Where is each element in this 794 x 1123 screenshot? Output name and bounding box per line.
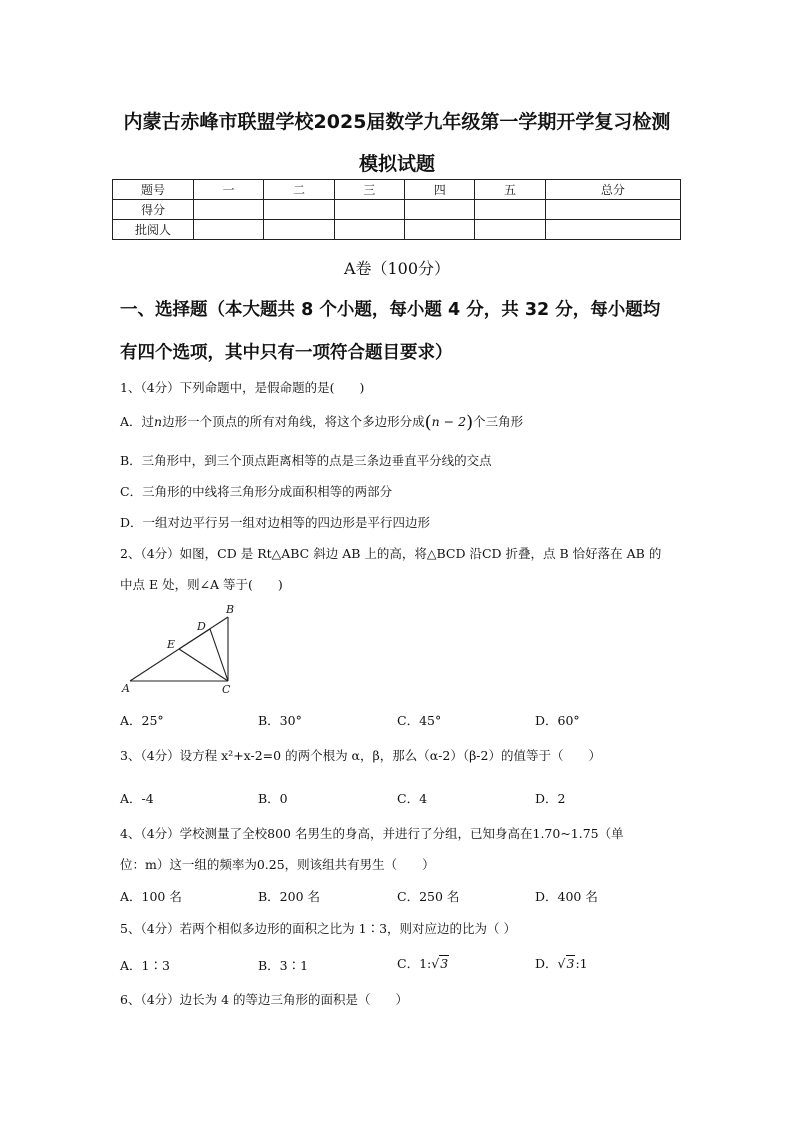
reviewer-cell[interactable] (405, 220, 475, 240)
reviewer-cell[interactable] (475, 220, 545, 240)
q3-option-c[interactable]: C．4 (397, 791, 428, 806)
triangle-figure (118, 600, 248, 696)
exam-title-line1: 内蒙古赤峰市联盟学校2025届数学九年级第一学期开学复习检测 (123, 111, 671, 133)
header-cell: 四 (405, 180, 475, 200)
q1-option-d: D．一组对边平行另一组对边相等的四边形是平行四边形 (120, 515, 431, 530)
q5-d-prefix: D． (535, 956, 558, 971)
score-cell[interactable] (475, 200, 545, 220)
score-row (113, 200, 681, 220)
q1-option-b: B．三角形中，到三个顶点距离相等的点是三条边垂直平分线的交点 (120, 453, 492, 468)
score-cell[interactable] (194, 200, 264, 220)
q5-d-radicand: 3 (566, 956, 575, 971)
header-cell: 二 (264, 180, 334, 200)
q2-option-d[interactable]: D．60° (535, 713, 580, 728)
score-cell[interactable] (545, 200, 680, 220)
q5-option-c[interactable] (397, 954, 449, 972)
q5-c-prefix: C．1: (397, 956, 432, 971)
q2-option-a[interactable]: A．25° (120, 713, 164, 728)
label-b: B (226, 603, 235, 616)
reviewer-row (113, 220, 681, 240)
q1-a-middle: 边形一个顶点的所有对角线，将这个多边形分成 (162, 414, 425, 429)
label-c: C (222, 683, 231, 696)
q2-option-c[interactable]: C．45° (397, 713, 442, 728)
q5-option-b[interactable]: B．3∶1 (258, 958, 309, 973)
q3-option-b[interactable]: B．0 (258, 791, 288, 806)
reviewer-row-label: 批阅人 (113, 220, 194, 240)
header-cell: 五 (475, 180, 545, 200)
score-cell[interactable] (264, 200, 334, 220)
exam-title-line2: 模拟试题 (358, 153, 435, 175)
score-table (112, 179, 681, 240)
q3-stem: 3、（4分）设方程 x²+x-2=0 的两个根为 α，β，那么（α-2）（β-2）的值等于（ ） (120, 748, 601, 763)
q1-option-a: A．过n边形一个顶点的所有对角线，将这个多边形分成(n − 2)个三角形 (120, 412, 524, 433)
q5-stem: 5、（4分）若两个相似多边形的面积之比为 1∶3，则对应边的比为（ ） (120, 921, 517, 936)
q2-option-b[interactable]: B．30° (258, 713, 302, 728)
q5-d-suffix: :1 (575, 956, 588, 971)
q4-option-d[interactable]: D．400 名 (535, 889, 598, 904)
q3-option-d[interactable]: D．2 (535, 791, 566, 806)
q3-option-a[interactable]: A．-4 (120, 791, 154, 806)
q1-a-prefix: A．过 (120, 414, 155, 429)
section-heading-line1: 一、选择题（本大题共 8 个小题，每小题 4 分，共 32 分，每小题均 (120, 300, 661, 320)
score-row-label: 得分 (113, 200, 194, 220)
q5-c-radicand: 3 (440, 956, 449, 971)
sqrt-sign: √3 (557, 956, 575, 971)
reviewer-cell[interactable] (264, 220, 334, 240)
score-table-header-row (113, 180, 681, 200)
q4-option-a[interactable]: A．100 名 (120, 889, 182, 904)
q5-option-d[interactable] (535, 954, 588, 972)
q1-a-expression: n − 2 (431, 414, 467, 429)
q4-option-b[interactable]: B．200 名 (258, 889, 321, 904)
reviewer-cell[interactable] (545, 220, 680, 240)
q1-a-variable: n (154, 414, 163, 429)
header-cell: 题号 (113, 180, 194, 200)
header-cell: 一 (194, 180, 264, 200)
section-heading-line2: 有四个选项，其中只有一项符合题目要求） (120, 343, 453, 363)
score-cell[interactable] (334, 200, 404, 220)
score-cell[interactable] (405, 200, 475, 220)
q4-option-c[interactable]: C．250 名 (397, 889, 460, 904)
label-d: D (197, 620, 206, 633)
segment-cd (210, 629, 228, 681)
segment-ce (179, 649, 228, 681)
q5-option-a[interactable]: A．1∶3 (120, 958, 170, 973)
header-cell: 三 (334, 180, 404, 200)
q2-stem-line1: 2、（4分）如图，CD 是 Rt△ABC 斜边 AB 上的高，将△BCD 沿CD 折叠，点 B 恰好落在 AB 的 (120, 546, 662, 561)
q2-stem-line2: 中点 E 处，则∠A 等于( ) (120, 577, 283, 592)
label-e: E (167, 638, 176, 651)
header-cell: 总分 (545, 180, 680, 200)
sqrt-sign: √3 (431, 956, 449, 971)
q1-option-c: C．三角形的中线将三角形分成面积相等的两部分 (120, 484, 393, 499)
reviewer-cell[interactable] (194, 220, 264, 240)
q4-stem-line2: 位：m）这一组的频率为0.25，则该组共有男生（ ） (120, 857, 435, 872)
q1-a-suffix: 个三角形 (473, 414, 524, 429)
q4-stem-line1: 4、（4分）学校测量了全校800 名男生的身高，并进行了分组，已知身高在1.70~1.75（单 (120, 826, 624, 841)
q1-stem: 1、（4分）下列命题中，是假命题的是( ) (120, 380, 365, 395)
label-a: A (122, 682, 130, 695)
volume-label: A卷（100分） (343, 259, 451, 278)
q6-stem: 6、（4分）边长为 4 的等边三角形的面积是（ ） (120, 992, 409, 1007)
reviewer-cell[interactable] (334, 220, 404, 240)
